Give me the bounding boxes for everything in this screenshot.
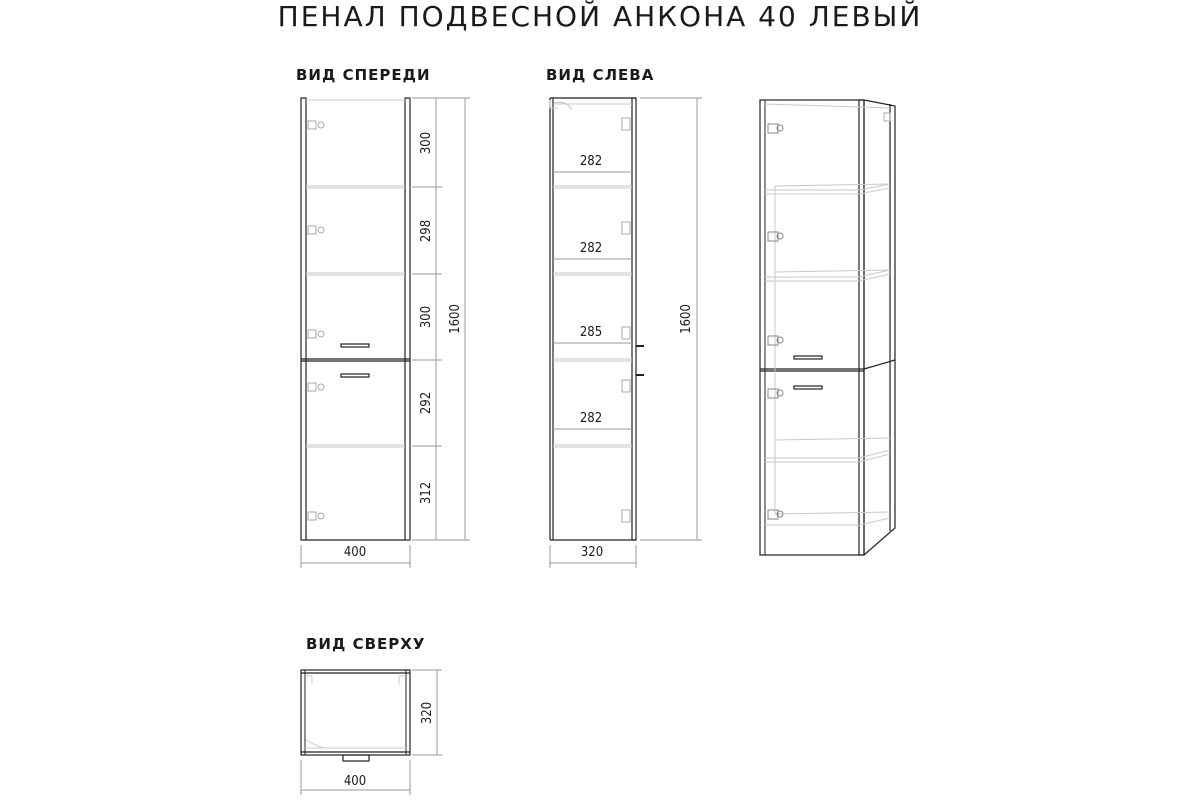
top-dim-400: 400	[343, 774, 367, 789]
left-door-edge	[632, 98, 636, 540]
front-right-panel	[405, 98, 410, 540]
iso-hinge-2	[768, 232, 778, 241]
front-handle-lower	[341, 374, 369, 377]
left-dim-282c: 282	[579, 411, 603, 426]
left-view-heading: ВИД СЛЕВА	[546, 66, 655, 84]
left-hinge-4	[622, 380, 630, 392]
front-dim-300a: 300	[419, 131, 434, 155]
top-view-heading: ВИД СВЕРХУ	[306, 635, 426, 653]
front-hinge-4	[308, 383, 316, 391]
left-dim-282b: 282	[579, 241, 603, 256]
front-hinge-1	[308, 121, 316, 129]
front-handle-upper	[341, 344, 369, 347]
front-hinge-3	[308, 330, 316, 338]
iso-hinge-3	[768, 336, 778, 345]
left-hinge-2	[622, 222, 630, 234]
iso-bottom	[765, 518, 890, 525]
front-view-heading: ВИД СПЕРЕДИ	[296, 66, 431, 84]
front-dim-298: 298	[419, 219, 434, 243]
left-dim-320: 320	[580, 545, 604, 560]
iso-hinge-1	[768, 124, 778, 133]
front-left-panel	[301, 98, 306, 540]
left-dim-282a: 282	[579, 154, 603, 169]
left-hinge-3	[622, 327, 630, 339]
front-dim-292: 292	[419, 391, 434, 415]
top-left-panel	[301, 670, 305, 755]
top-dim-320: 320	[420, 701, 435, 725]
iso-handle-lower	[794, 386, 822, 389]
iso-shelf-3	[765, 450, 890, 458]
top-view	[301, 670, 442, 795]
iso-front-frame	[760, 100, 864, 555]
front-hinge-2	[308, 226, 316, 234]
left-hinge-1	[622, 118, 630, 130]
isometric-view	[760, 100, 895, 555]
front-dim-1600: 1600	[448, 304, 463, 334]
front-dim-400: 400	[343, 545, 367, 560]
iso-hinge-4	[768, 389, 778, 398]
front-view	[301, 98, 470, 568]
page-title: ПЕНАЛ ПОДВЕСНОЙ АНКОНА 40 ЛЕВЫЙ	[277, 0, 923, 33]
iso-hinge-5	[768, 510, 778, 519]
top-handle	[343, 755, 369, 761]
left-dim-1600: 1600	[679, 304, 694, 334]
top-right-panel	[406, 670, 410, 755]
front-dim-300b: 300	[419, 305, 434, 329]
front-dim-312: 312	[419, 481, 434, 505]
top-outline	[301, 670, 410, 755]
left-dim-285: 285	[579, 325, 603, 340]
iso-handle-upper	[794, 356, 822, 359]
left-hinge-5	[622, 510, 630, 522]
left-view	[550, 98, 702, 568]
front-hinge-5	[308, 512, 316, 520]
